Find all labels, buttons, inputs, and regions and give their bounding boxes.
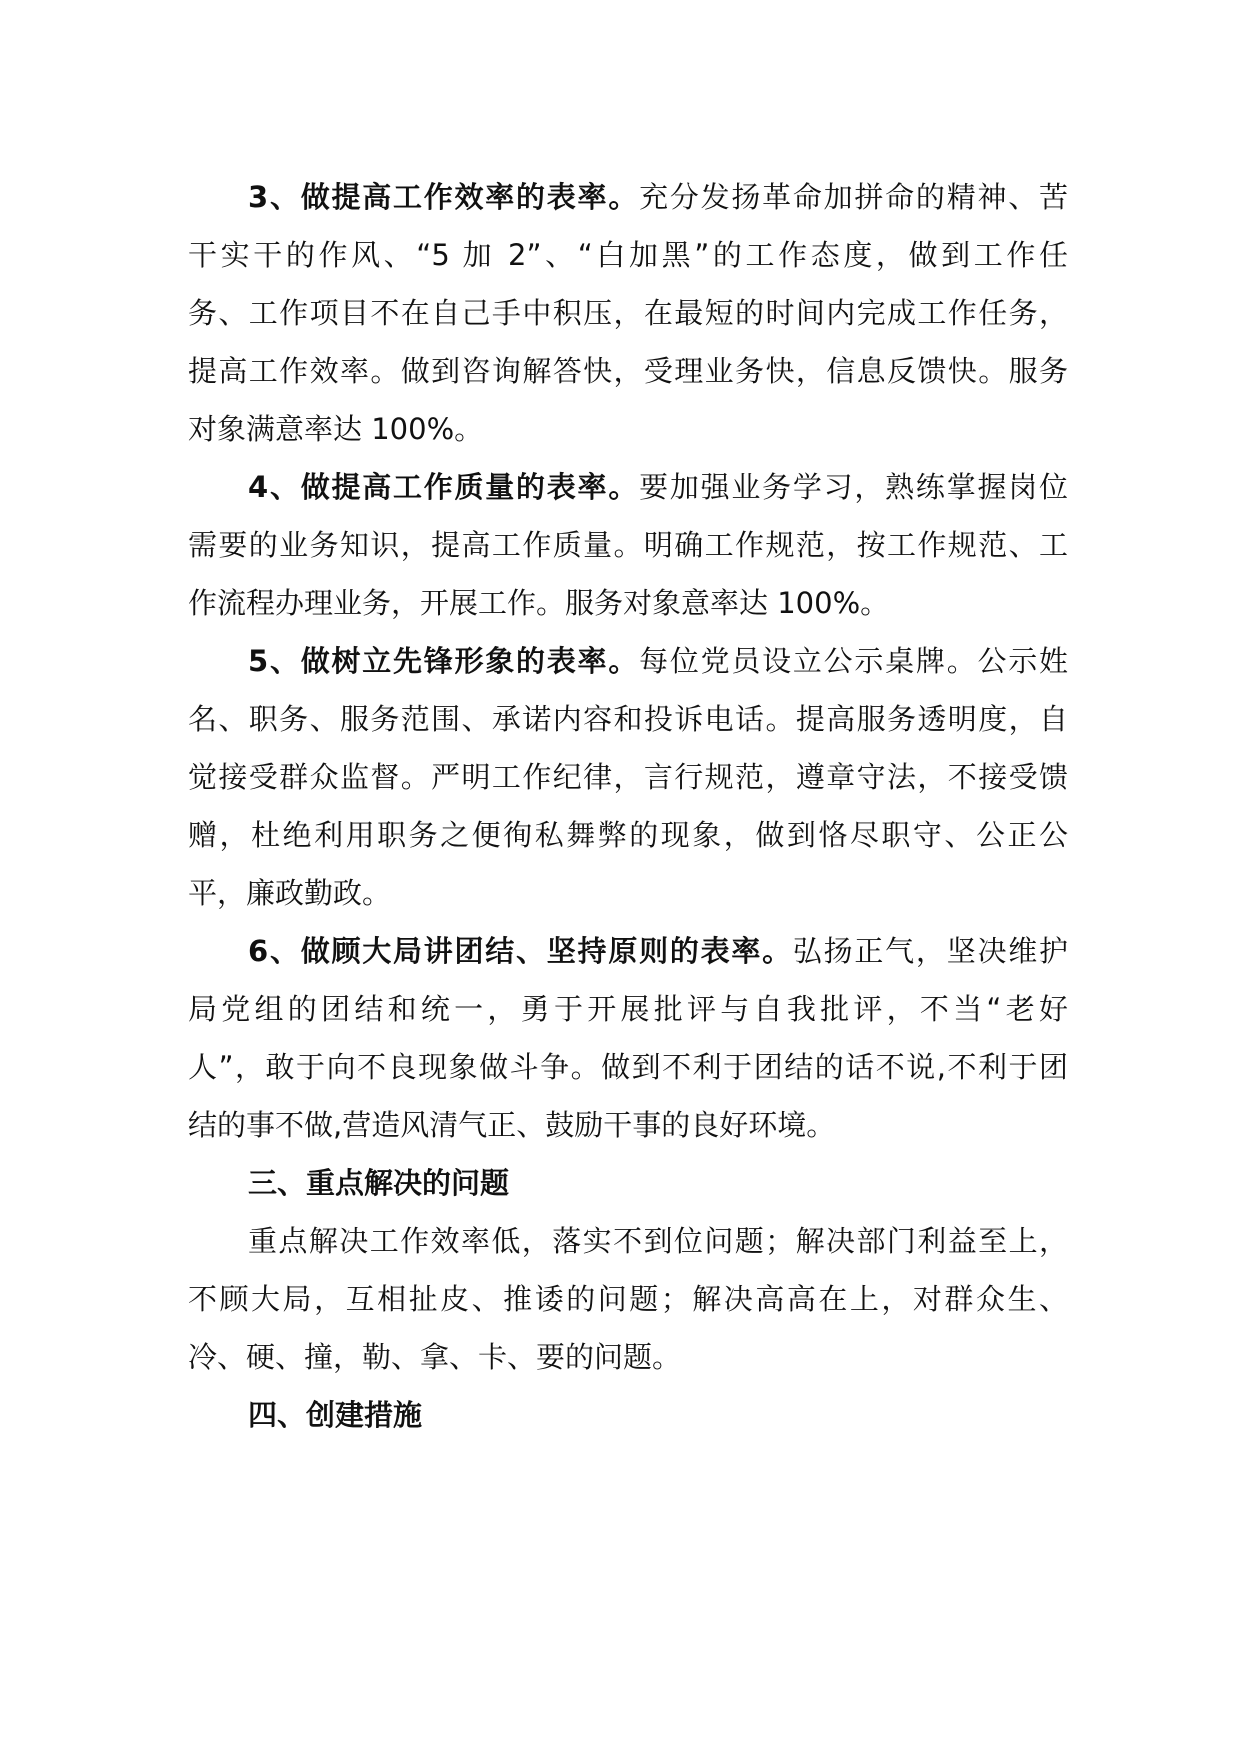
section-3-heading: 三、重点解决的问题 xyxy=(248,1166,510,1200)
item-3-line-1 xyxy=(248,172,1068,222)
item-5-line-3: 觉接受群众监督。严明工作纪律，言行规范，遵章守法，不接受馈 xyxy=(188,760,1068,794)
item-5-line-2: 名、职务、服务范围、承诺内容和投诉电话。提高服务透明度，自 xyxy=(188,702,1068,736)
item-6-line-3: 人”，敢于向不良现象做斗争。做到不利于团结的话不说,不利于团 xyxy=(188,1050,1068,1084)
item-3-line-2: 干实干的作风、“5 加 2”、“白加黑”的工作态度，做到工作任 xyxy=(188,238,1068,272)
item-6-lead: 6、做顾大局讲团结、坚持原则的表率。 xyxy=(248,934,793,968)
item-5-line-1 xyxy=(248,636,1068,686)
item-6-text: 弘扬正气，坚决维护 xyxy=(792,934,1068,968)
item-3-line-4: 提高工作效率。做到咨询解答快，受理业务快，信息反馈快。服务 xyxy=(188,354,1068,388)
item-4-line-1 xyxy=(248,462,1068,512)
item-6-line-4: 结的事不做,营造风清气正、鼓励干事的良好环境。 xyxy=(188,1108,836,1142)
item-5-lead: 5、做树立先锋形象的表率。 xyxy=(248,644,640,678)
section-4-heading: 四、创建措施 xyxy=(248,1398,423,1432)
item-3-lead: 3、做提高工作效率的表率。 xyxy=(248,180,640,214)
item-3-line-5: 对象满意率达 100%。 xyxy=(188,412,484,446)
item-5-line-5: 平，廉政勤政。 xyxy=(188,876,392,910)
section-3-line-2: 不顾大局，互相扯皮、推诿的问题；解决高高在上，对群众生、 xyxy=(188,1282,1068,1316)
item-3-text: 充分发扬革命加拼命的精神、苦 xyxy=(639,180,1068,214)
item-4-line-2: 需要的业务知识，提高工作质量。明确工作规范，按工作规范、工 xyxy=(188,528,1068,562)
item-4-lead: 4、做提高工作质量的表率。 xyxy=(248,470,640,504)
section-3-line-1: 重点解决工作效率低，落实不到位问题；解决部门利益至上， xyxy=(248,1224,1068,1258)
item-3-line-3: 务、工作项目不在自己手中积压，在最短的时间内完成工作任务， xyxy=(188,296,1068,330)
item-4-text: 要加强业务学习，熟练掌握岗位 xyxy=(639,470,1068,504)
item-5-line-4: 赠，杜绝利用职务之便徇私舞弊的现象，做到恪尽职守、公正公 xyxy=(188,818,1068,852)
item-5-text: 每位党员设立公示桌牌。公示姓 xyxy=(639,644,1068,678)
item-4-line-3: 作流程办理业务，开展工作。服务对象意率达 100%。 xyxy=(188,586,890,620)
section-3-line-3: 冷、硬、撞，勒、拿、卡、要的问题。 xyxy=(188,1340,682,1374)
item-6-line-1 xyxy=(248,926,1068,976)
item-6-line-2: 局党组的团结和统一，勇于开展批评与自我批评，不当“老好 xyxy=(188,992,1068,1026)
